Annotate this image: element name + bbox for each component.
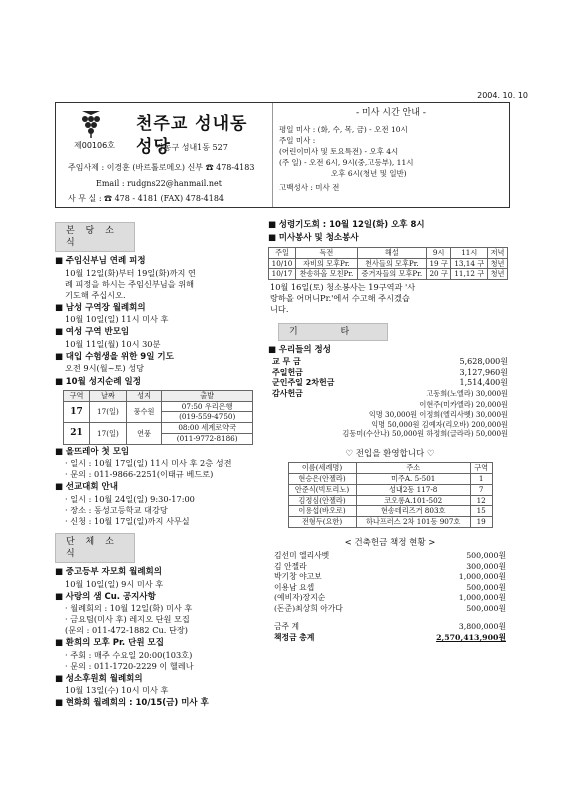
item-body: (문의 : 011-472-1882 Cu. 단장) xyxy=(65,625,188,636)
item-title: ■ 여성 구역 반모임 xyxy=(55,327,260,338)
offering-row xyxy=(268,368,512,379)
bulletin-date: 2004. 10. 10 xyxy=(477,91,528,100)
table-header: 성지 xyxy=(126,391,162,402)
item-title: ■ 성소후원회 월례회의 xyxy=(55,674,260,685)
right-column xyxy=(268,218,512,643)
mass-schedule xyxy=(272,103,509,207)
item-title: ■ 미사봉사 및 청소봉사 xyxy=(268,233,512,244)
donor-name: (예비자)장지순 xyxy=(274,593,326,603)
item-title: ■ 주임신부님 연례 피정 xyxy=(55,256,260,267)
table-header: 해설 xyxy=(357,247,426,258)
donor-amount: 300,000원 xyxy=(466,561,506,571)
mass-line: 고백성사 : 미사 전 xyxy=(279,182,340,192)
item-title: ■ 중고등부 자모회 월례회의 xyxy=(55,567,260,578)
volunteer-note: 랑하올 어머니Pr.'에서 수고해 주시겠습 xyxy=(270,293,410,304)
item-body: 례 피정을 하시는 주임신부님을 위해 xyxy=(65,278,195,289)
pilgrimage-table xyxy=(63,390,253,445)
offering-label: 교 무 금 xyxy=(272,356,301,366)
section-parish-news: 본 당 소 식 xyxy=(55,222,135,252)
item-body: · 주회 : 매주 수요일 20:00(103호) xyxy=(65,649,193,660)
table-cell: 17(일) xyxy=(90,401,127,422)
item-body: 오전 9시(월~토) 성당 xyxy=(65,363,145,374)
offering-value: 5,628,000원 xyxy=(459,356,508,366)
donor-name: 김선미 엘리사벳 xyxy=(274,551,330,561)
mass-line: (어린이미사 및 토요특전) - 오후 4시 xyxy=(279,146,399,156)
item-body: · 일시 : 10월 24일(일) 9:30-17:00 xyxy=(65,493,195,504)
table-cell: 코오롱A.101-502 xyxy=(356,495,470,506)
table-row xyxy=(288,506,492,517)
table-header: 저녁 xyxy=(488,247,508,258)
section-group-news: 단 체 소 식 xyxy=(55,533,135,563)
building-row xyxy=(268,583,512,594)
table-cell: 19 구 xyxy=(426,258,451,269)
table-header: 주소 xyxy=(356,463,470,474)
church-address: 강동구 성내1동 527 xyxy=(156,143,228,152)
thanks-line: 고동희(노엘라) 30,000원 xyxy=(426,389,508,399)
week-total-value: 3,800,000원 xyxy=(458,622,506,632)
item-title: ■ 대입 수험생을 위한 9일 기도 xyxy=(55,352,260,363)
table-header: 독전 xyxy=(296,247,358,258)
table-row xyxy=(64,401,253,412)
offering-label: 주일헌금 xyxy=(272,367,303,377)
grand-total-label: 책정금 총계 xyxy=(274,632,315,642)
table-cell: 천사들의 모후Pr. xyxy=(357,258,426,269)
table-cell: 전형두(요한) xyxy=(288,517,356,528)
table-cell: 미주A. 5-501 xyxy=(356,474,470,485)
item-body: · 신청 : 10월 17일(일)까지 사무실 xyxy=(65,515,190,526)
table-header: 이름(세례명) xyxy=(288,463,356,474)
item-title: ■ 올뜨레아 첫 모임 xyxy=(55,447,260,458)
building-row xyxy=(268,593,512,604)
table-header: 날짜 xyxy=(90,391,127,402)
item-body: · 장소 : 동성고등학교 대강당 xyxy=(65,504,168,515)
table-cell: 17 xyxy=(64,401,90,422)
table-header: 11시 xyxy=(451,247,488,258)
table-cell: 풍수원 xyxy=(126,401,162,422)
table-cell: 13,14 구 xyxy=(451,258,488,269)
table-cell: 연풍 xyxy=(126,423,162,444)
week-total-row xyxy=(268,622,512,633)
donor-amount: 500,000원 xyxy=(466,603,506,613)
item-body: · 금요팀(미사 후) 레지오 단원 모집 xyxy=(65,614,190,625)
item-title: ■ 현화회 월례회의 : 10/15(금) 미사 후 xyxy=(55,698,260,709)
new-members-table xyxy=(288,462,493,527)
donor-amount: 1,000,000원 xyxy=(458,593,506,603)
item-title: ■ 환희의 모후 Pr. 단원 모집 xyxy=(55,638,260,649)
week-total-label: 금주 계 xyxy=(274,622,300,632)
table-header: 출발 xyxy=(162,391,253,402)
volunteer-note: 니다. xyxy=(270,304,289,315)
grand-total-value: 2,570,413,900원 xyxy=(436,632,506,642)
table-cell: 19 xyxy=(470,517,492,528)
table-cell: 21 xyxy=(64,423,90,444)
church-name: 천주교 성내동 성당 xyxy=(136,114,248,157)
mass-line: 오후 6시(청년 및 일반) xyxy=(331,168,407,178)
offering-label: 군인주일 2차헌금 xyxy=(272,378,335,388)
item-body: · 문의 : 011-9866-2251(이태규 베드로) xyxy=(65,469,214,480)
table-row xyxy=(269,269,508,280)
table-row xyxy=(288,495,492,506)
mass-line: (주 일) - 오전 6시, 9시(중,고등부), 11시 xyxy=(279,157,414,167)
table-cell: 현송데리즈거 803호 xyxy=(356,506,470,517)
table-cell: 11,12 구 xyxy=(451,269,488,280)
table-cell: 7 xyxy=(470,484,492,495)
building-fund-title: < 건축헌금 책정 현황 > xyxy=(344,537,436,548)
mass-line: 평일 미사 : (화, 수, 목, 금) - 오전 10시 xyxy=(279,125,408,135)
offering-row xyxy=(268,357,512,368)
table-cell: 자비의 모후Pr. xyxy=(296,258,358,269)
item-body: · 월례회의 : 10월 12일(화) 미사 후 xyxy=(65,603,193,614)
item-body: · 문의 : 011-1720-2229 이 헬레나 xyxy=(65,660,194,671)
item-body: 기도해 주십시오. xyxy=(65,289,126,300)
offering-value: 3,127,960원 xyxy=(459,367,508,377)
table-cell: 12 xyxy=(470,495,492,506)
table-header: 구역 xyxy=(64,391,90,402)
building-row xyxy=(268,572,512,583)
donor-amount: 500,000원 xyxy=(466,551,506,561)
building-row xyxy=(268,604,512,615)
priest-contact: 주임사제 : 이경훈 (바르톨로메오) 신부 ☎ 478-4183 xyxy=(68,163,255,172)
offering-row xyxy=(268,389,512,400)
donor-amount: 500,000원 xyxy=(466,582,506,592)
table-header: 주일 xyxy=(269,247,296,258)
grand-total-row xyxy=(268,633,512,644)
table-row xyxy=(64,423,253,434)
church-info xyxy=(56,103,266,207)
office-contact: 사 무 실 : ☎ 478 - 4181 (FAX) 478-4184 xyxy=(68,194,225,203)
table-row xyxy=(288,484,492,495)
donor-name: 이용남 요셉 xyxy=(274,582,315,592)
thanks-line: 익명 50,000원 김예자(리오바) 200,000원 xyxy=(371,419,508,429)
item-title: ■ 10월 성지순례 일정 xyxy=(55,377,260,388)
item-title: ■ 성령기도회 : 10월 12일(화) 오후 8시 xyxy=(268,220,512,231)
table-cell: 안준식(빅토리노) xyxy=(288,484,356,495)
table-cell: 20 구 xyxy=(426,269,451,280)
table-header: 구역 xyxy=(470,463,492,474)
table-cell: 현승은(안젤라) xyxy=(288,474,356,485)
table-cell: 이용섭(바오로) xyxy=(288,506,356,517)
table-cell: 1 xyxy=(470,474,492,485)
table-row xyxy=(269,258,508,269)
table-cell: 하나프러스 2차 101동 907호 xyxy=(356,517,470,528)
item-title: ■ 선교대회 안내 xyxy=(55,482,260,493)
donor-name: 박기창 야고보 xyxy=(274,572,322,582)
email-contact: Email : rudgns22@hanmail.net xyxy=(96,179,222,188)
table-cell: (019-559-4750) xyxy=(162,412,253,423)
building-row xyxy=(268,562,512,573)
thanks-line: 이현주(미카엘라) 20,000원 xyxy=(419,400,508,410)
table-cell: 15 xyxy=(470,506,492,517)
table-cell: 김정심(안젤라) xyxy=(288,495,356,506)
item-title: ■ 사랑의 샘 Cu. 공지사항 xyxy=(55,592,260,603)
table-cell: (011-9772-8186) xyxy=(162,433,253,444)
donor-name: 김 안젤라 xyxy=(274,561,307,571)
building-row xyxy=(268,551,512,562)
grapes-logo-icon xyxy=(78,109,104,139)
table-header: 9시 xyxy=(426,247,451,258)
volunteer-note: 10월 16일(토) 청소봉사는 19구역과 '사 xyxy=(270,282,416,293)
table-cell: 청년 xyxy=(488,269,508,280)
item-body: 10월 12일(화)부터 19일(화)까지 연 xyxy=(65,267,196,278)
item-body: 10월 10일(일) 11시 미사 후 xyxy=(65,314,169,325)
table-row xyxy=(288,474,492,485)
left-column xyxy=(55,220,260,710)
thanks-line: 익명 30,000원 이정희(엘리사벳) 30,000원 xyxy=(368,409,508,419)
table-cell: 17(일) xyxy=(90,423,127,444)
table-cell: 증거자들의 모후Pr. xyxy=(357,269,426,280)
offering-label: 감사헌금 xyxy=(272,389,303,399)
section-etc: 기 타 xyxy=(278,323,388,341)
volunteer-table xyxy=(268,247,508,280)
item-body: 10월 13일(수) 10시 미사 후 xyxy=(65,685,169,696)
table-row xyxy=(288,517,492,528)
thanks-line: 김동미(수산나) 50,000원 하정희(글라라) 50,000원 xyxy=(342,429,508,439)
table-cell: 08:00 세계로약국 xyxy=(162,423,253,434)
mass-line: 주일 미사 : xyxy=(279,136,316,146)
donor-name: (돈준)최상희 아가다 xyxy=(274,603,343,613)
item-title: ■ 남성 구역장 월례회의 xyxy=(55,303,260,314)
offering-value: 1,514,400원 xyxy=(459,378,508,388)
item-body: · 일시 : 10월 17일(일) 11시 미사 후 2층 성전 xyxy=(65,458,232,469)
bulletin-header xyxy=(55,102,510,208)
welcome-title: ♡ 전입을 환영합니다 ♡ xyxy=(345,448,435,459)
donor-amount: 1,000,000원 xyxy=(458,572,506,582)
table-cell: 10/10 xyxy=(269,258,296,269)
issue-number: 제00106호 xyxy=(74,141,115,150)
item-body: 10월 11일(월) 10시 30분 xyxy=(65,338,161,349)
item-title: ■ 우리들의 정성 xyxy=(268,345,512,356)
offering-row xyxy=(268,378,512,389)
table-cell: 성내2동 117-8 xyxy=(356,484,470,495)
table-cell: 07:50 우리은행 xyxy=(162,401,253,412)
item-body: 10월 10일(일) 9시 미사 후 xyxy=(65,578,164,589)
mass-schedule-title: - 미사 시간 안내 - xyxy=(355,108,427,118)
table-cell: 찬송하올 모친Pr. xyxy=(296,269,358,280)
table-cell: 청년 xyxy=(488,258,508,269)
table-cell: 10/17 xyxy=(269,269,296,280)
